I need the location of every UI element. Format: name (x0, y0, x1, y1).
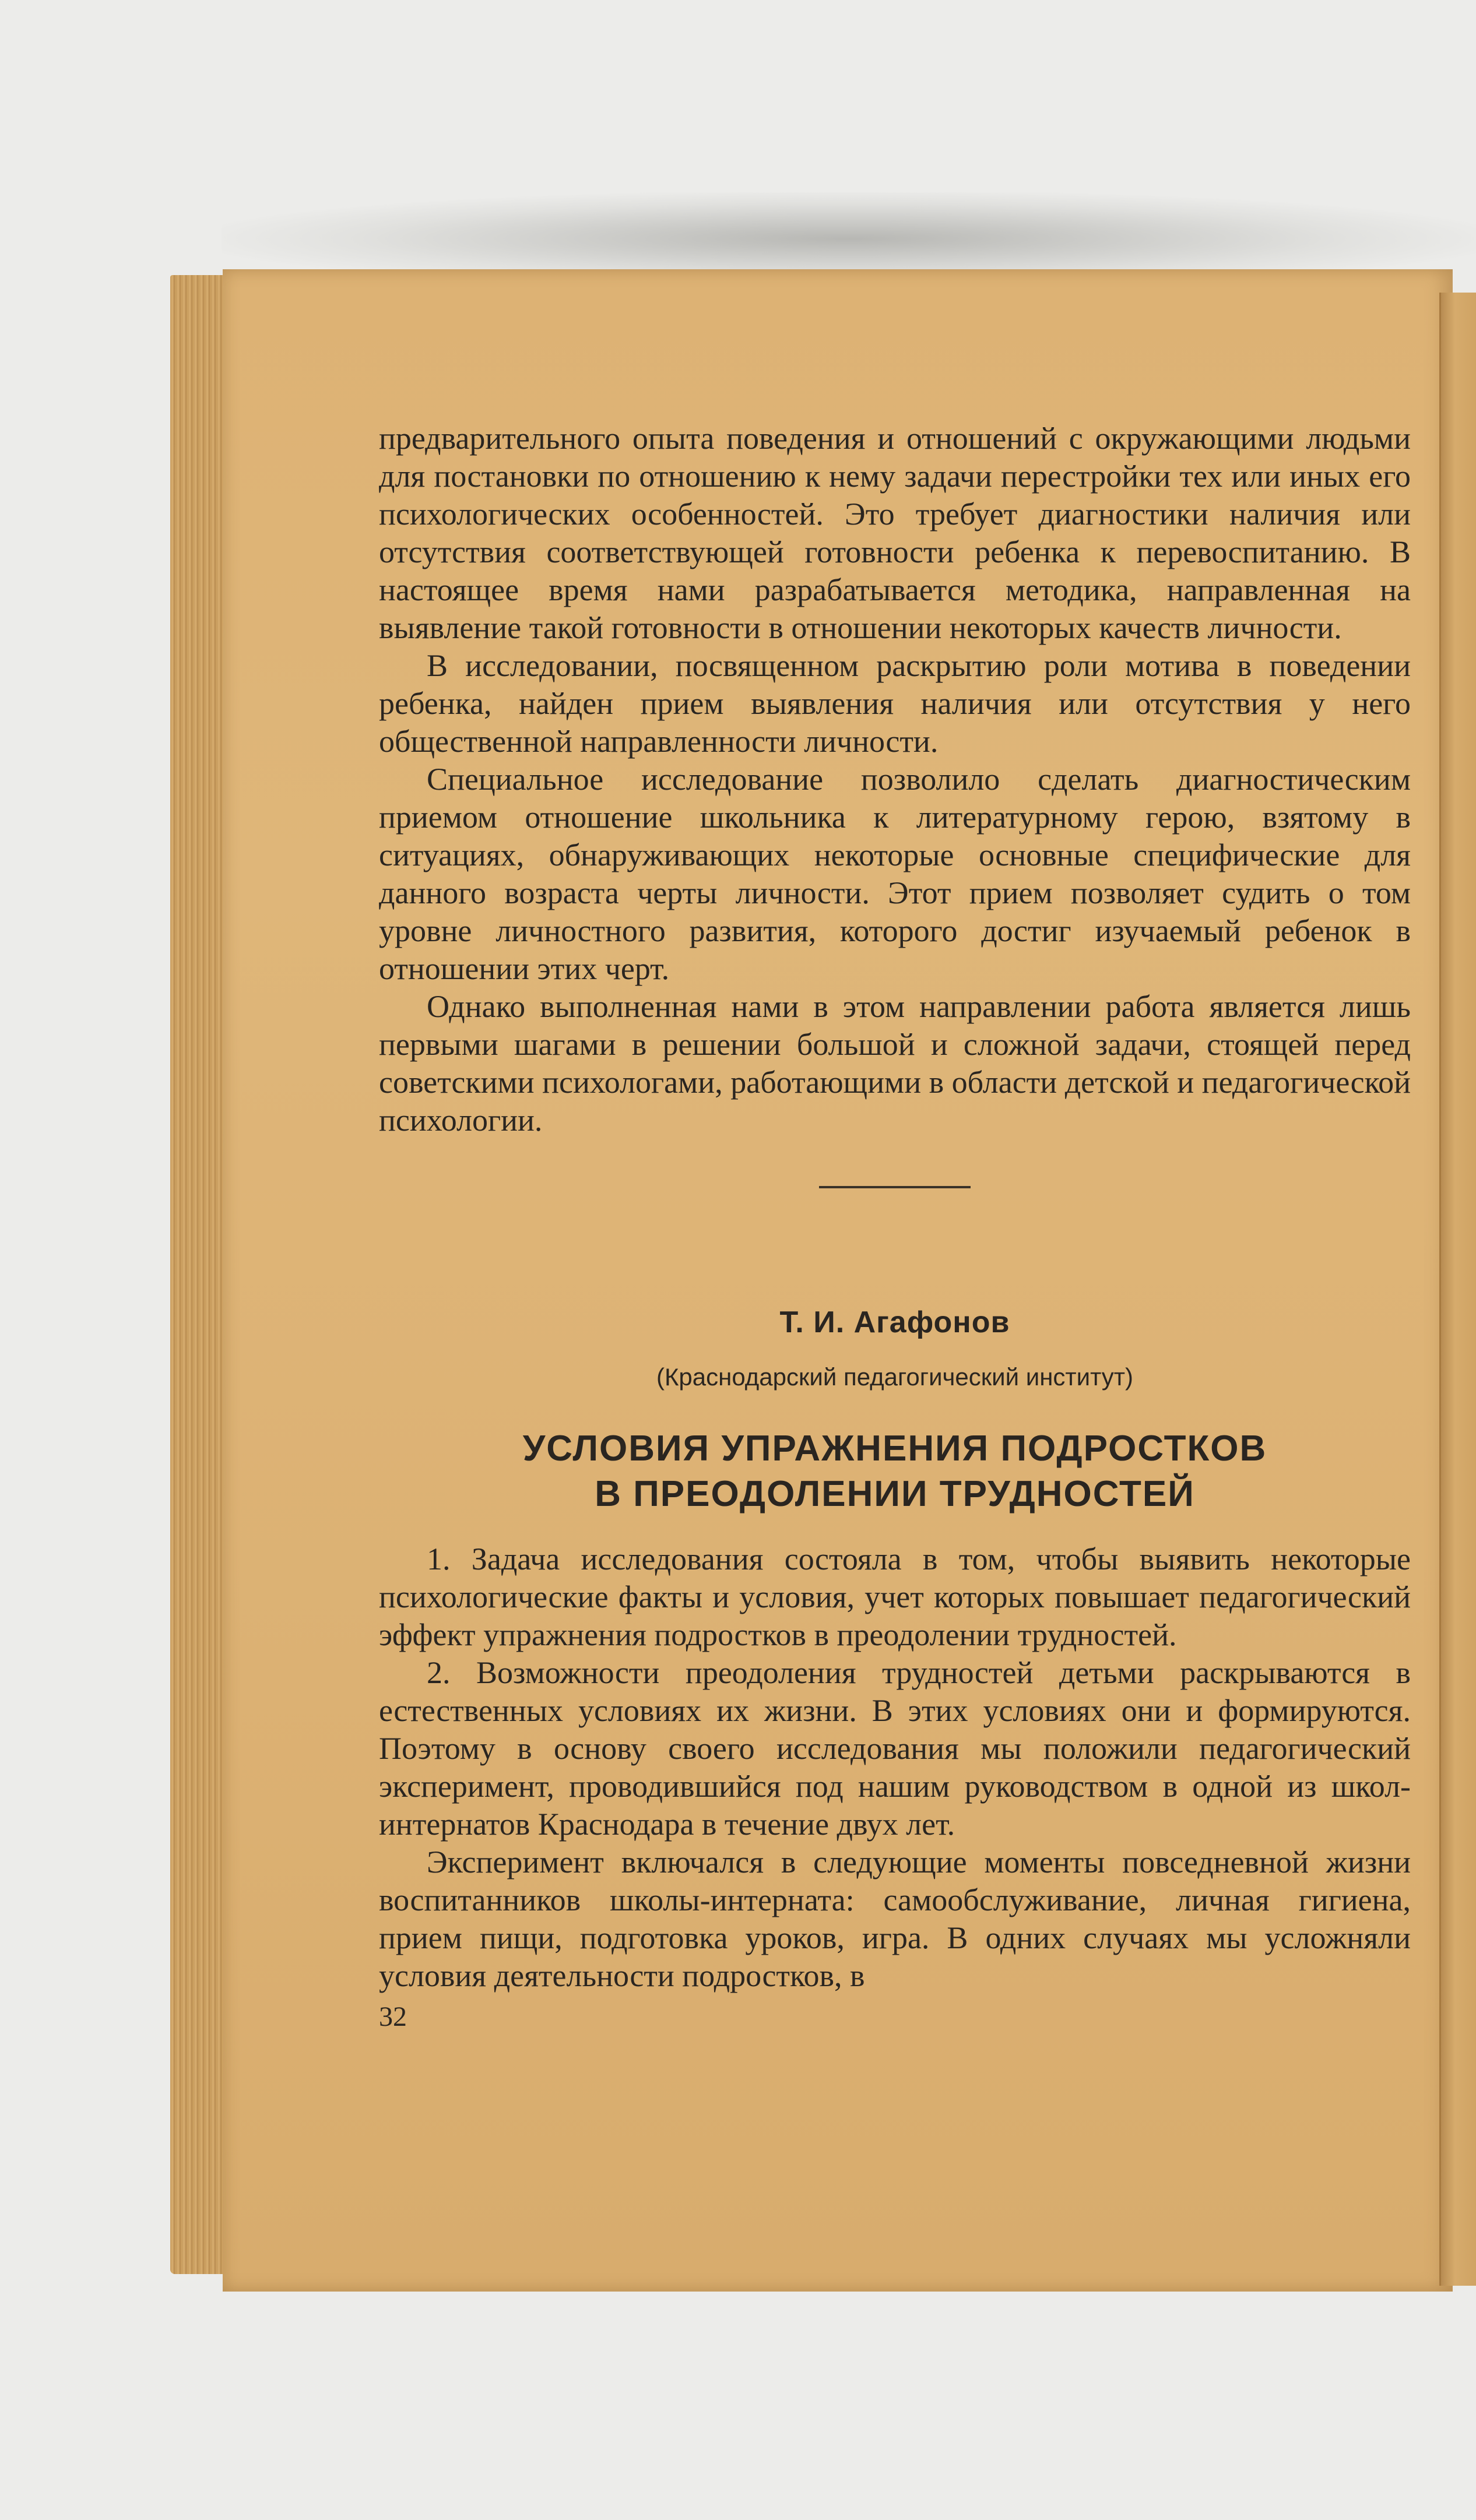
article-title (379, 1426, 1411, 1517)
article-institute: (Краснодарский педагогический институт) (656, 1363, 1134, 1391)
paragraph: Однако выполненная нами в этом направлении работа является лишь первыми шагами в решении большой и сложной задачи, стоящей перед советскими психологами, работающими в области детской и педагогической психологии. (379, 989, 1411, 1138)
article-author: Т. И. Агафонов (779, 1305, 1010, 1339)
page-text (379, 420, 1411, 2033)
paragraph: Специальное исследование позволило сделать диагностическим приемом отношение школьника к литературному герою, взятому в ситуациях, обнаруживающих некоторые основные специфические для данного возраста черты личности. Этот прием позволяет судить о том уровне личностного развития, которого достиг изучаемый ребенок в отношении этих черт. (379, 762, 1411, 986)
article-title-line: УСЛОВИЯ УПРАЖНЕНИЯ ПОДРОСТКОВ (522, 1428, 1267, 1469)
section-divider (819, 1186, 971, 1188)
article-title-line: В ПРЕОДОЛЕНИИ ТРУДНОСТЕЙ (595, 1474, 1195, 1514)
paragraph: 1. Задача исследования состояла в том, чтобы выявить некоторые психологические факты и условия, учет которых повышает педагогический эффект упражнения подростков в преодолении трудностей. (379, 1541, 1411, 1652)
paragraph: В исследовании, посвященном раскрытию роли мотива в поведении ребенка, найден прием выявления наличия или отсутствия у него общественной направленности личности. (379, 648, 1411, 759)
paragraph: 2. Возможности преодоления трудностей детьми раскрываются в естественных условиях их жизни. В этих условиях они и формируются. Поэтому в основу своего исследования мы положили педагогический эксперимент, проводившийся под нашим руководством в одной из школ-интернатов Краснодара в течение двух лет. (379, 1655, 1411, 1842)
paragraph: Эксперимент включался в следующие моменты повседневной жизни воспитанников школы-интерната: самообслуживание, личная гигиена, прием пищи, подготовка уроков, игра. В одних случаях мы усложняли условия деятельности подростков, в (379, 1845, 1411, 1993)
paragraph: предварительного опыта поведения и отношений с окружающими людьми для постановки по отношению к нему задачи перестройки тех или иных его психологических особенностей. Это требует диагностики наличия или отсутствия соответствующей готовности ребенка к перевоспитанию. В настоящее время нами разрабатывается методика, направленная на выявление такой готовности в отношении некоторых качеств личности. (379, 421, 1411, 645)
page-number: 32 (379, 2001, 407, 2032)
next-page-edge (1439, 293, 1476, 2286)
spacer (379, 1517, 1411, 1540)
